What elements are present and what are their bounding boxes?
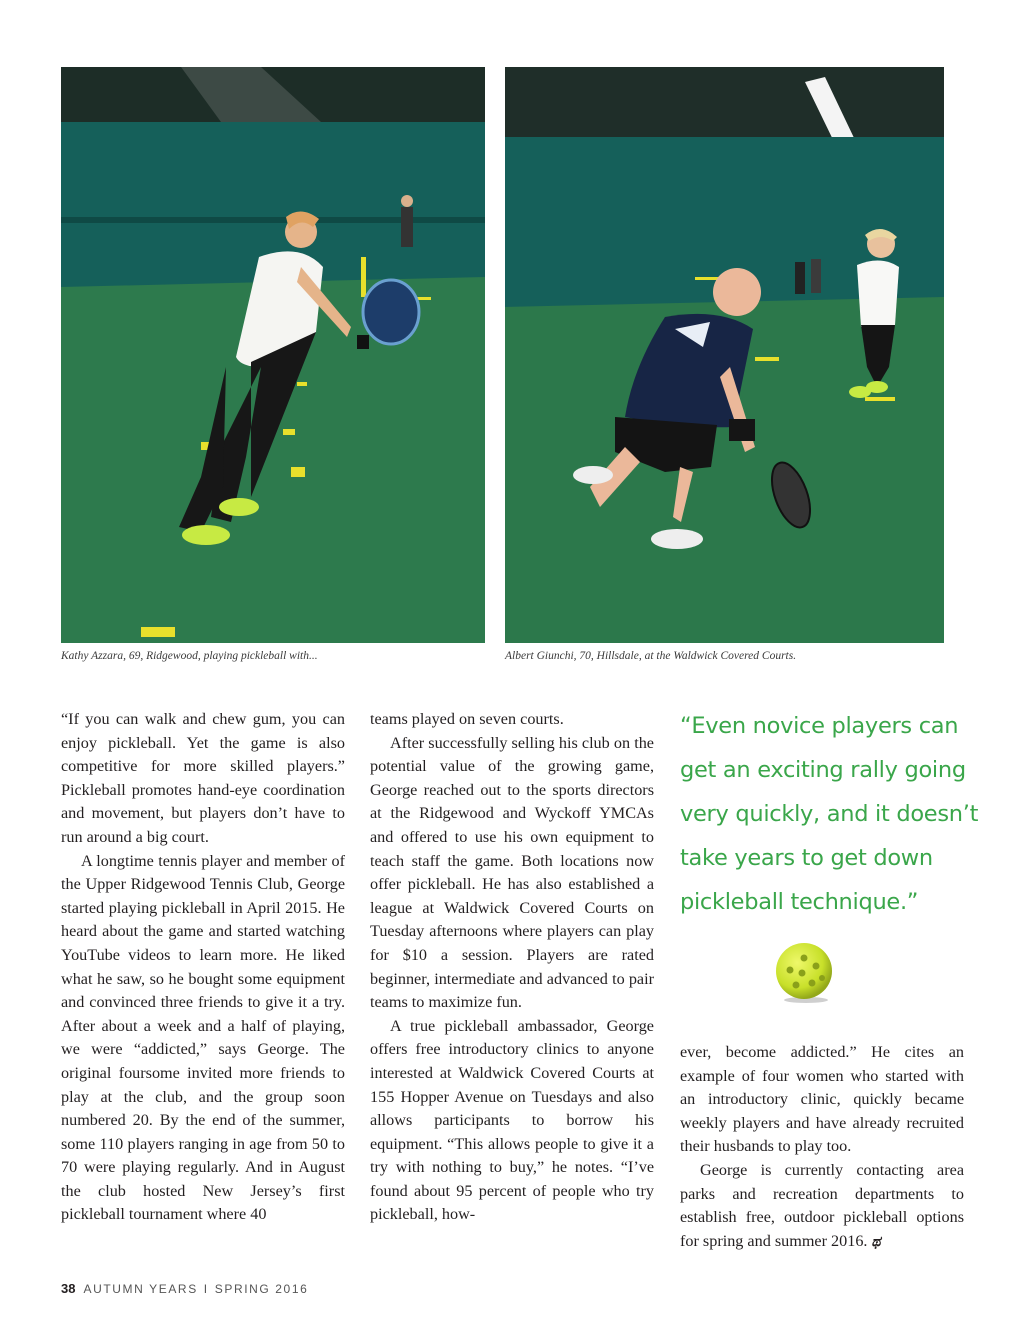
photo-kathy-azzara [61, 67, 485, 643]
article-closing-text: George is currently contacting area parks and recreation departments to establish free, outdoor pickleball options for spring and summer 2016. [680, 1160, 964, 1250]
article-column-2 [370, 708, 654, 1227]
footer-separator: I [203, 1282, 209, 1296]
photo-left-caption: Kathy Azzara, 69, Ridgewood, playing pickleball with... [61, 650, 318, 662]
photo-albert-giunchi [505, 67, 944, 643]
article-column-3 [680, 1041, 964, 1254]
article-paragraph: A longtime tennis player and member of the Upper Ridgewood Tennis Club, George started playing pickleball in April 2015. He heard about the game and started watching YouTube videos to learn more. He liked what he saw, so he bought some equipment and convinced three friends to give it a try. After about a week and a half of playing, we were “addicted,” says George. The original foursome invited more friends to play at the club, and the group soon numbered 20. By the end of the summer, some 110 players ranging in age from 50 to 70 were playing regularly. And in August the club hosted New Jersey’s first pickleball tournament where 40 [61, 851, 345, 1224]
end-of-article-icon: ಥ [871, 1234, 881, 1250]
page-number: 38 [61, 1281, 76, 1296]
article-paragraph: After successfully selling his club on the potential value of the growing game, George reached out to the sports directors at the Ridgewood and Wyckoff YMCAs and offered to use his own equipment to teach staff the game. Both locations now offer pickleball. He has also established a league at Waldwick Covered Courts on Tuesday afternoons where players can play for $10 a session. Players are rated beginner, intermediate and advanced to pair teams to maximize fun. [370, 733, 654, 1012]
publication-name: AUTUMN YEARS [83, 1282, 198, 1296]
article-paragraph: “If you can walk and chew gum, you can enjoy pickleball. Yet the game is also competitive for more skilled players.” Pickleball promotes hand-eye coordination and movement, but players don’t have to run around a big court. [61, 710, 345, 846]
article-paragraph: A true pickleball ambassador, George offers free introductory clinics to anyone interested at Waldwick Covered Courts at 155 Hopper Avenue on Tuesdays and also allows participants to borrow his equipment. “This allows people to give it a try with nothing to buy,” he notes. “I’ve found about 95 percent of people who try pickleball, how- [370, 1016, 654, 1224]
page-footer [61, 1281, 308, 1296]
pickleball-icon [772, 940, 836, 1004]
article-paragraph [680, 1159, 964, 1254]
photo-right-illustration [505, 67, 944, 643]
article-paragraph: ever, become addicted.” He cites an example of four women who started with an introductory clinic, quickly became weekly players and have already recruited their husbands to play too. [680, 1043, 964, 1156]
article-paragraph: teams played on seven courts. [370, 710, 564, 728]
article-column-1 [61, 708, 345, 1227]
issue-date: SPRING 2016 [214, 1282, 309, 1296]
pull-quote: “Even novice players can get an exciting rally going very quickly, and it doesn’t take years to get down pickleball technique.” [680, 713, 979, 915]
photo-right-caption: Albert Giunchi, 70, Hillsdale, at the Waldwick Covered Courts. [505, 650, 797, 662]
photo-left-illustration [61, 67, 485, 643]
